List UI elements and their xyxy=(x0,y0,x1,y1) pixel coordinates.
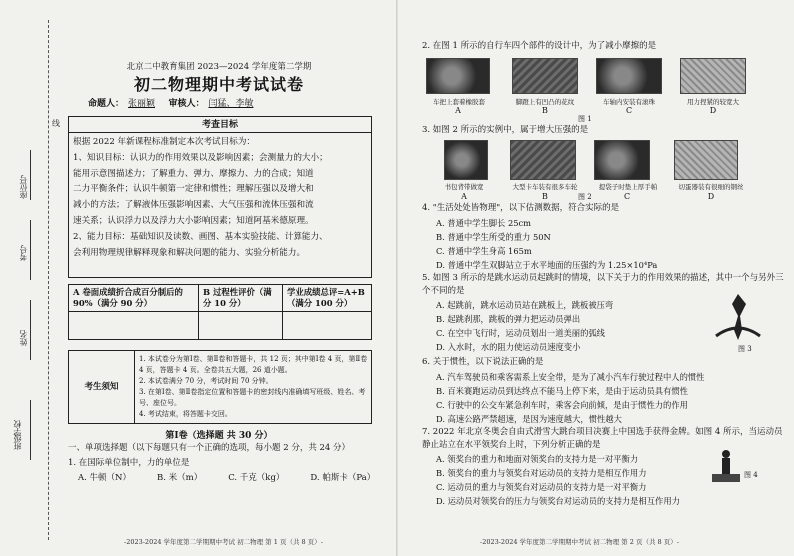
author-line xyxy=(88,96,388,109)
q5-option-b: B. 起跳刹那，跳板的弹力把运动员弹出 xyxy=(436,314,581,324)
podium-shape xyxy=(712,474,740,482)
q4-option-a: A. 普通中学生脚长 25cm xyxy=(436,218,532,228)
q3-photo-d xyxy=(674,140,738,180)
score-cell-a[interactable] xyxy=(69,312,199,340)
q2-letter-c: C xyxy=(625,106,633,115)
diver-body-shape xyxy=(732,294,746,340)
q3-letter-a: A xyxy=(461,192,467,201)
question-5-stem: 5. 如图 3 所示的是跳水运动员起跳时的情境，以下关于力的作用效果的描述，其中一个与另外三个不同的是 xyxy=(422,273,784,296)
question-7-stem: 7. 2022 年北京冬奥会自由式滑雪大跳台项目决赛上中国选手获得金牌。如图 4 所示，当运动员静止站立在水平领奖台上时，下列分析正确的是 xyxy=(422,427,783,450)
q7-option-b: B. 领奖台的重力与领奖台对运动员的支持力是相互作用力 xyxy=(436,468,647,478)
q2-caption-a: 车把上套着橡胶套 xyxy=(433,98,485,106)
question-4-stem: 4. "生活处处皆物理"，以下估测数据，符合实际的是 xyxy=(422,203,620,213)
q3-photo-b xyxy=(510,140,576,180)
right-footer: -2023-2024 学年度第二学期期中考试 初二物理 第 2 页（共 8 页）- xyxy=(480,538,679,546)
objective-line: 二力平衡条件；认识牛顿第一定律和惯性；理解压强以及增大和 xyxy=(73,184,314,195)
q6-option-d: D. 高速公路严禁超速，是因为速度越大，惯性越大 xyxy=(436,414,622,424)
objective-line: 根据 2022 年新课程标准制定本次考试目标为： xyxy=(73,137,256,147)
figure-1-label: 图 1 xyxy=(578,115,592,123)
q7-option-a: A. 领奖台的重力和地面对领奖台的支持力是一对平衡力 xyxy=(436,454,639,464)
reviewer-names: 闫猛、李敏 xyxy=(208,99,254,109)
binding-margin xyxy=(0,0,64,556)
objective-line: 速关系；认识浮力以及浮力大小影响因素；知道阿基米德原理。 xyxy=(73,215,314,226)
q2-letter-b: B xyxy=(542,106,548,115)
school-header: 北京二中教育集团 2023—2024 学年度第二学期 xyxy=(126,62,312,72)
notice-label: 考生须知 xyxy=(69,351,135,423)
athlete-body-shape xyxy=(722,458,730,474)
q6-option-c: C. 行驶中的公交车紧急刹车时，乘客会向前倾，是由于惯性力的作用 xyxy=(436,400,688,410)
q2-photo-b xyxy=(512,58,578,94)
figure-4-label: 图 4 xyxy=(744,471,758,479)
figure-2-label: 图 2 xyxy=(578,193,592,201)
q3-caption-c: 提袋子时垫上厚手帕 xyxy=(598,183,658,191)
author-name: 张丽颖 xyxy=(128,99,156,109)
objectives-body xyxy=(69,133,371,263)
seat-no-label: 座位号 xyxy=(19,175,28,199)
q3-letter-c: C xyxy=(623,192,631,201)
objectives-box xyxy=(68,116,372,278)
objective-line: 减小的方法；了解液体压强影响因素、大气压强和流体压强和流 xyxy=(73,200,314,211)
score-col-a: A 卷面成绩折合成百分制后的 90%（满分 90 分） xyxy=(69,285,199,312)
question-1-options xyxy=(78,471,378,483)
notice-items xyxy=(139,354,369,420)
q2-photo-c xyxy=(596,58,662,94)
q2-caption-d: 用力捏紧的较宽大 xyxy=(687,98,739,106)
page-fold xyxy=(396,0,398,556)
q3-caption-d: 切蛋器装有很细的钢丝 xyxy=(678,183,744,191)
left-page xyxy=(64,0,392,556)
objectives-title: 考查目标 xyxy=(69,117,371,133)
q2-photo-a xyxy=(426,58,490,94)
part-one-title: 第Ⅰ卷（选择题 共 30 分） xyxy=(165,431,273,441)
objective-line: 1、知识目标：认识力的作用效果以及影响因素；会测量力的大小； xyxy=(73,152,328,163)
athlete-head-shape xyxy=(722,450,730,458)
q4-option-b: B. 普通中学生所受的重力 50N xyxy=(436,232,551,242)
diver-figure xyxy=(708,290,768,342)
question-3-stem: 3. 如图 2 所示的实例中，属于增大压强的是 xyxy=(422,125,589,135)
notice-item: 3. 在第Ⅰ卷、第Ⅱ卷指定位置和答题卡的密封线内准确填写班级、姓名、考号、座位号。 xyxy=(139,388,366,407)
objective-line: 能用示意图描述力；了解重力、弹力、摩擦力、力的合成；知道 xyxy=(73,168,314,179)
seat-no-fill-line xyxy=(30,150,31,200)
school-label: 学校 xyxy=(13,420,22,436)
left-footer: -2023-2024 学年度第二学期期中考试 初二物理 第 1 页（共 8 页）- xyxy=(124,538,323,546)
score-cell-b[interactable] xyxy=(199,312,283,340)
question-6-stem: 6. 关于惯性，以下说法正确的是 xyxy=(422,357,544,367)
q1-option-c: C. 千克（kg） xyxy=(228,473,285,483)
objective-line: 会利用物理规律解释现象和解决问题的能力、实验分析能力。 xyxy=(73,247,306,258)
name-fill-line xyxy=(30,300,31,360)
q2-photo-d xyxy=(680,58,746,94)
q2-letter-a: A xyxy=(455,106,461,115)
right-page xyxy=(408,0,788,556)
q3-letter-b: B xyxy=(542,192,548,201)
reviewer-label: 审核人： xyxy=(168,99,205,109)
question-1-stem: 1. 在国际单位制中，力的单位是 xyxy=(68,458,190,468)
figure-3-label: 图 3 xyxy=(738,345,752,353)
q6-option-b: B. 百米赛跑运动员到达终点不能马上停下来，是由于运动员具有惯性 xyxy=(436,386,688,396)
q3-photo-c xyxy=(594,140,650,180)
class-fill-line xyxy=(30,400,31,460)
q2-caption-b: 脚蹬上有凹凸的花纹 xyxy=(515,98,575,106)
q4-option-c: C. 普通中学生身高 165m xyxy=(436,246,532,256)
q3-letter-d: D xyxy=(707,192,715,201)
score-col-c: 学业成绩总评=A+B（满分 100 分） xyxy=(283,285,372,312)
notice-item: 2. 本试卷满分 70 分，考试时间 70 分钟。 xyxy=(139,377,273,385)
q2-letter-d: D xyxy=(709,106,717,115)
score-col-b: B 过程性评价（满分 10 分） xyxy=(199,285,283,312)
author-label: 命题人： xyxy=(88,99,125,109)
q5-option-c: C. 在空中飞行时，运动员划出一道美丽的弧线 xyxy=(436,328,605,338)
candidate-notice xyxy=(68,350,372,424)
q1-option-b: B. 米（m） xyxy=(156,473,203,483)
score-table xyxy=(68,284,372,340)
q2-caption-c: 车轴内安装有滚珠 xyxy=(603,98,655,106)
q3-caption-b: 大型卡车装有很多车轮 xyxy=(512,183,578,191)
q1-option-a: A. 牛顿（N） xyxy=(78,473,131,483)
class-label: 班级 xyxy=(13,434,22,450)
q1-option-d: D. 帕斯卡（Pa） xyxy=(310,473,376,483)
score-cell-c[interactable] xyxy=(283,312,372,340)
q5-option-a: A. 起跳前，跳水运动员站在跳板上，跳板被压弯 xyxy=(436,300,614,310)
section-one-title: 一、单项选择题（以下每题只有一个正确的选项，每小题 2 分，共 24 分） xyxy=(68,443,351,453)
q3-caption-a: 书包背带做宽 xyxy=(444,183,484,191)
q3-photo-a xyxy=(444,140,488,180)
exam-no-label: 考号 xyxy=(19,245,28,261)
q6-option-a: A. 汽车驾驶员和乘客需系上安全带，是为了减小汽车行驶过程中人的惯性 xyxy=(436,372,705,382)
exam-no-fill-line xyxy=(30,220,31,280)
notice-item: 4. 考试结束，将答题卡交回。 xyxy=(139,410,232,418)
seal-dashed-line xyxy=(48,20,49,540)
q5-option-d: D. 入水时，水的阻力使运动员速度变小 xyxy=(436,342,581,352)
seal-mark: 线 xyxy=(52,119,60,128)
notice-item: 1. 本试卷分为第Ⅰ卷、第Ⅱ卷和答题卡，共 12 页；其中第Ⅰ卷 4 页，第Ⅱ卷 4 页，答题卡 4 页。全卷共五大题，26 道小题。 xyxy=(139,355,368,374)
exam-title: 初二物理期中考试试卷 xyxy=(133,75,304,94)
podium-figure xyxy=(708,448,744,484)
name-label: 姓名 xyxy=(19,330,28,346)
q7-option-c: C. 运动员的重力与领奖台对运动员的支持力是一对平衡力 xyxy=(436,482,647,492)
question-2-stem: 2. 在图 1 所示的自行车四个部件的设计中，为了减小摩擦的是 xyxy=(422,41,657,51)
q7-option-d: D. 运动员对领奖台的压力与领奖台对运动员的支持力是相互作用力 xyxy=(436,496,680,506)
q4-option-d: D. 普通中学生双脚站立于水平地面的压强约为 1.25×10⁴Pa xyxy=(436,260,658,270)
objective-line: 2、能力目标：基础知识及读数、画图、基本实验技能、计算能力、 xyxy=(73,231,328,242)
